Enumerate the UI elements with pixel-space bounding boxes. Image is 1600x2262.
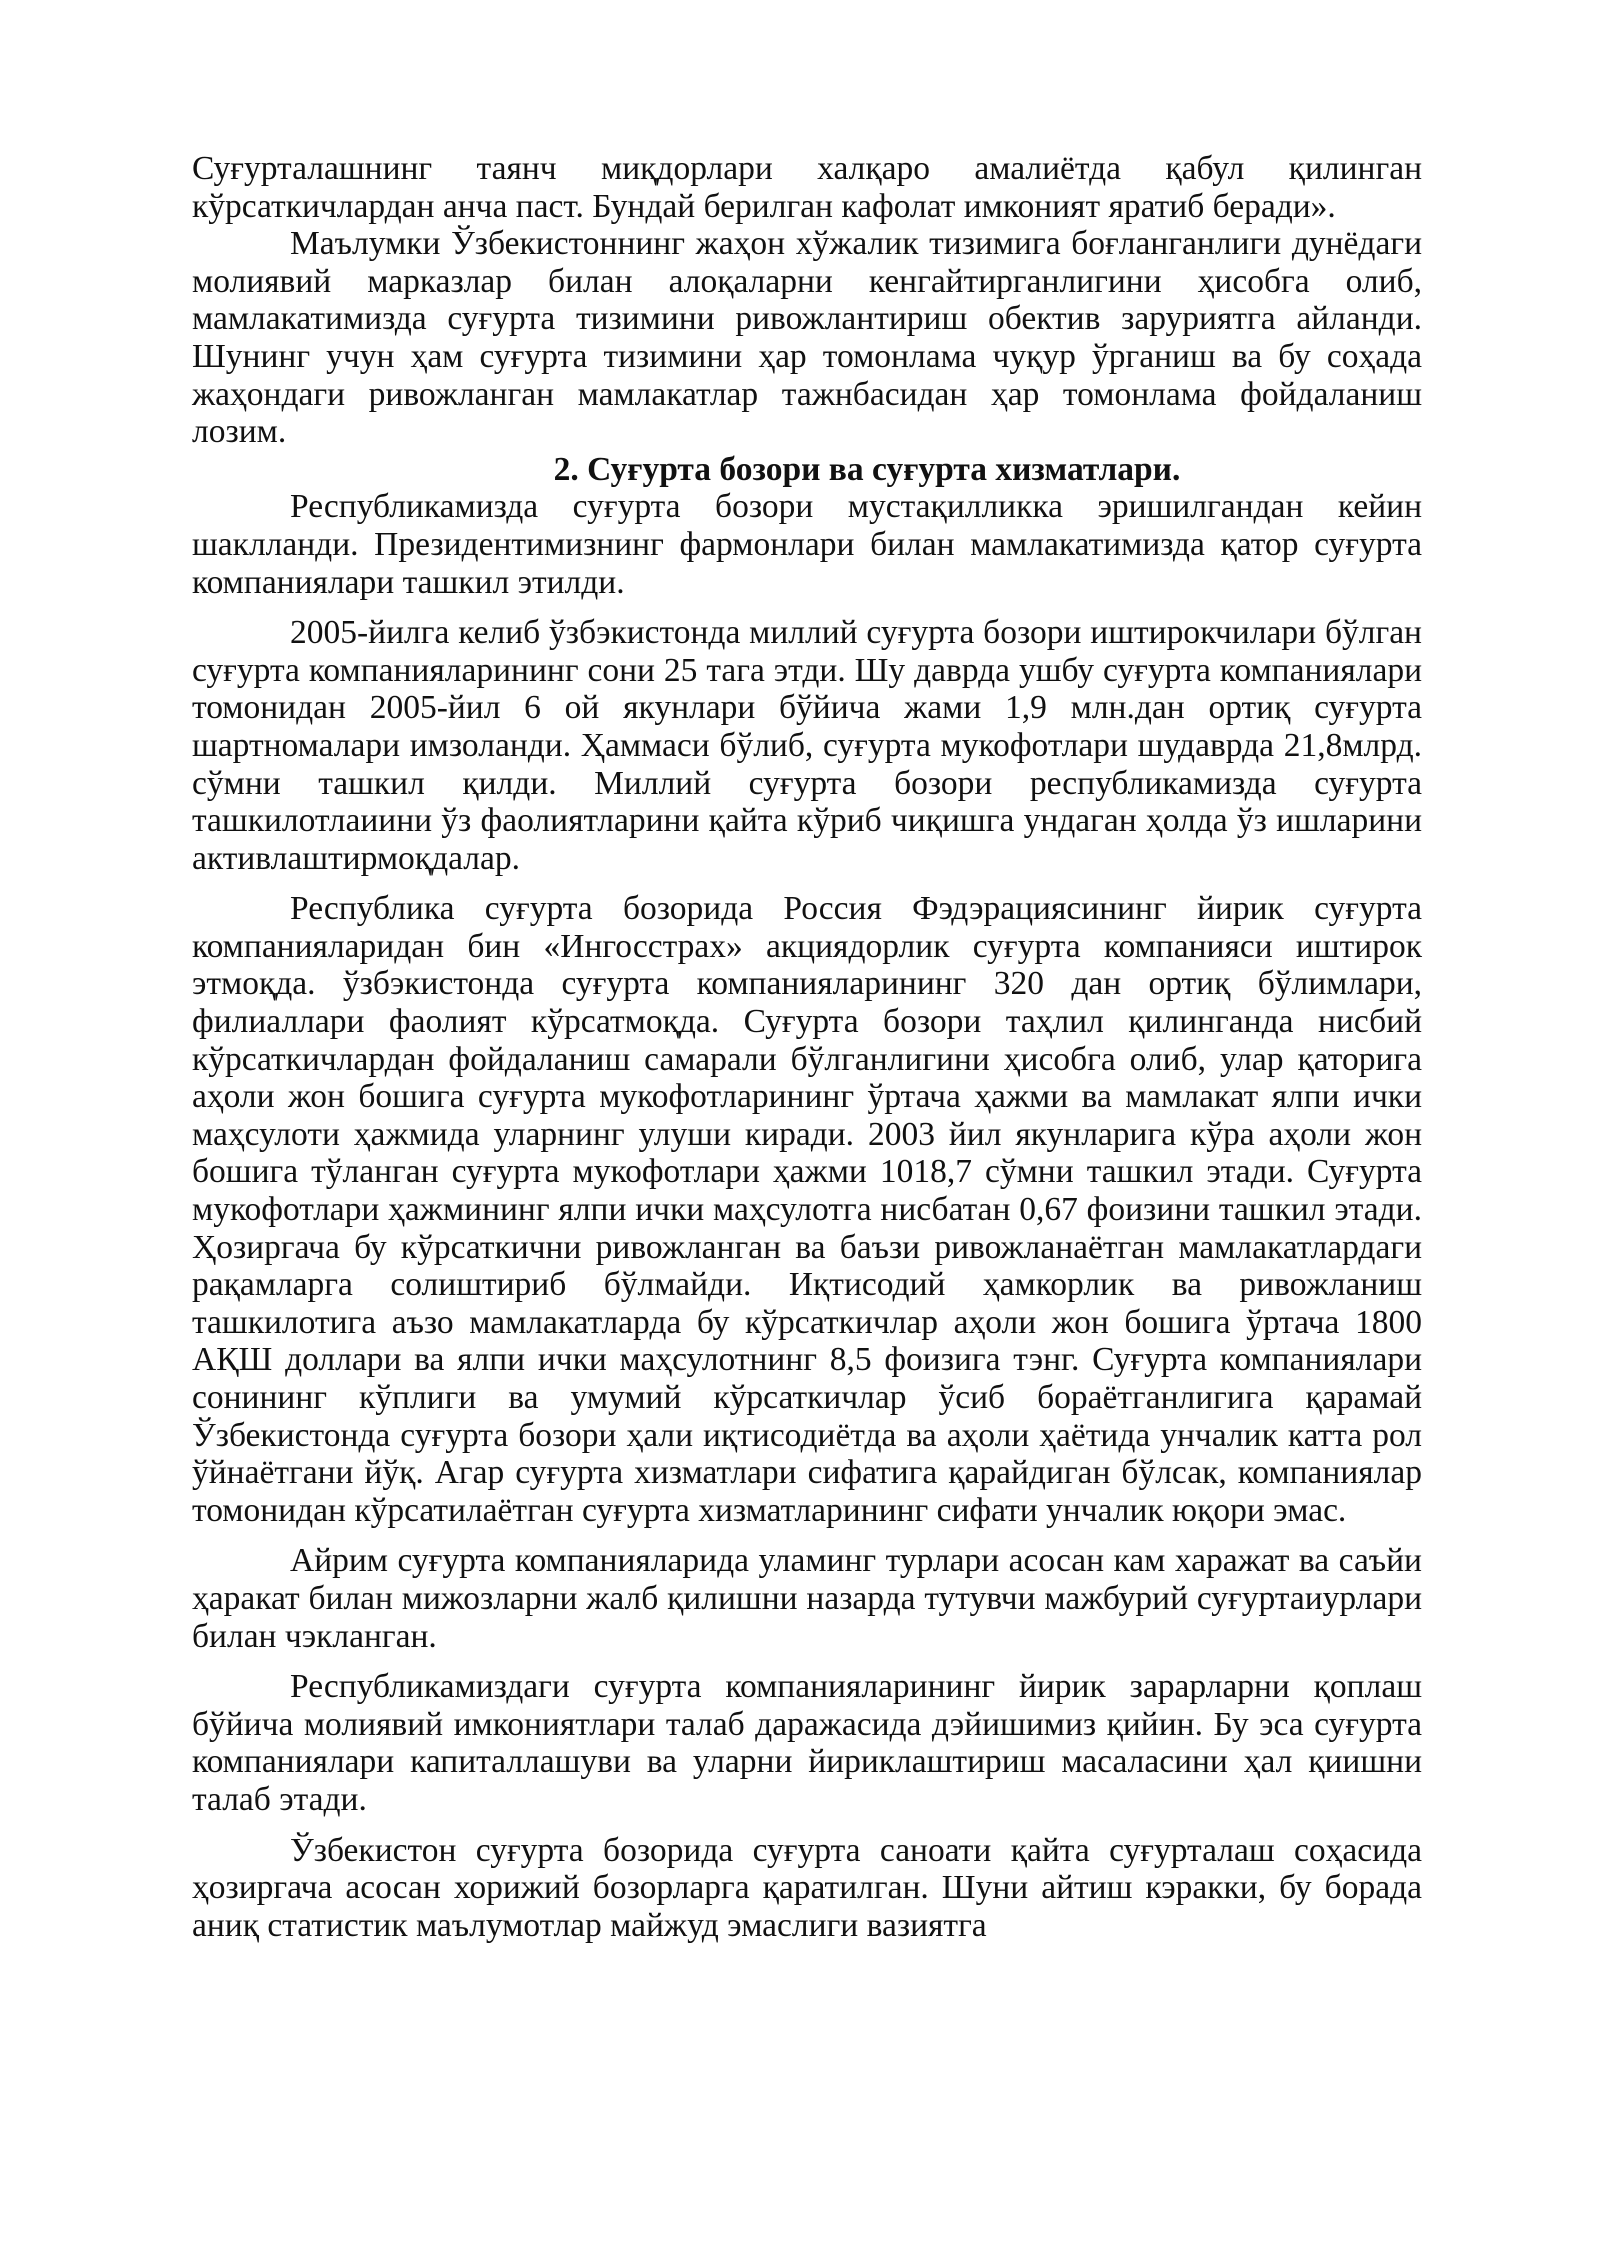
paragraph: Республикамиздаги суғурта компанияларининг йирик зарарларни қоплаш бўйича молиявий имкониятлари талаб даражасида дэйишимиз қийин. Бу эса суғурта компаниялари капиталлашуви ва уларни йириклаштириш масаласини ҳал қиишни талаб этади. <box>192 1668 1422 1818</box>
paragraph: Республикамизда суғурта бозори мустақилликка эришилгандан кейин шаклланди. Президентимизнинг фармонлари билан мамлакатимизда қатор суғурта компаниялари ташкил этилди. <box>192 488 1422 601</box>
paragraph-continuation: Суғурталашнинг таянч миқдорлари халқаро амалиётда қабул қилинган кўрсаткичлардан анча паст. Бундай берилган кафолат имконият яратиб беради». <box>192 150 1422 225</box>
paragraph-intro: Маълумки Ўзбекистоннинг жаҳон хўжалик тизимига боғланганлиги дунёдаги молиявий марказлар билан алоқаларни кенгайтирганлигини ҳисобга олиб, мамлакатимизда суғурта тизимини ривожлантириш обектив заруриятга айланди. Шунинг учун ҳам суғурта тизимини ҳар томонлама чуқур ўрганиш ва бу соҳада жаҳондаги ривожланган мамлакатлар тажнбасидан ҳар томонлама фойдаланиш лозим. <box>192 225 1422 451</box>
section-heading: 2. Суғурта бозори ва суғурта хизматлари. <box>553 450 1181 488</box>
paragraph: Айрим суғурта компанияларида уламинг турлари асосан кам харажат ва саъйи ҳаракат билан мижозларни жалб қилишни назарда тутувчи мажбурий суғуртаиурлари билан чэкланган. <box>192 1542 1422 1655</box>
paragraph: Ўзбекистон суғурта бозорида суғурта саноати қайта суғурталаш соҳасида ҳозиргача асосан хорижий бозорларга қаратилган. Шуни айтиш кэракки, бу борада аниқ статистик маълумотлар майжуд эмаслиги вазиятга <box>192 1831 1422 1944</box>
paragraph: Республика суғурта бозорида Россия Фэдэрациясининг йирик суғурта компанияларидан бин «Ингосстрах» акциядорлик суғурта компанияси иштирок этмоқда. ўзбэкистонда суғурта компанияларининг 320 дан ортиқ бўлимлари, филиаллари фаолият кўрсатмоқда. Суғурта бозори таҳлил қилинганда нисбий кўрсаткичлардан фойдаланиш самарали бўлганлигини ҳисобга олиб, улар қаторига аҳоли жон бошига суғурта мукофотларининг ўртача ҳажми ва мамлакат ялпи ички маҳсулоти ҳажмида уларнинг улуши киради. 2003 йил якунларига кўра аҳоли жон бошига тўланган суғурта мукофотлари ҳажми 1018,7 сўмни ташкил этади. Суғурта мукофотлари ҳажмининг ялпи ички маҳсулотга нисбатан 0,67 фоизини ташкил этади. Ҳозиргача бу кўрсаткични ривожланган ва баъзи ривожланаётган мамлакатлардаги рақамларга солиштириб бўлмайди. Иқтисодий ҳамкорлик ва ривожланиш ташкилотига аъзо мамлакатларда бу кўрсаткичлар аҳоли жон бошига ўртача 1800 АҚШ доллари ва ялпи ички маҳсулотнинг 8,5 фоизига тэнг. Суғурта компаниялари сонининг кўплиги ва умумий кўрсаткичлар ўсиб бораётганлигига қарамай Ўзбекистонда суғурта бозори ҳали иқтисодиётда ва аҳоли ҳаётида унчалик катта рол ўйнаётгани йўқ. Агар суғурта хизматлари сифатига қарайдиган бўлсак, компаниялар томонидан кўрсатилаётган суғурта хизматларининг сифати унчалик юқори эмас. <box>192 890 1422 1529</box>
paragraph: 2005-йилга келиб ўзбэкистонда миллий суғурта бозори иштирокчилари бўлган суғурта компанияларининг сони 25 тага этди. Шу даврда ушбу суғурта компаниялари томонидан 2005-йил 6 ой якунлари бўйича жами 1,9 млн.дан ортиқ суғурта шартномалари имзоланди. Ҳаммаси бўлиб, суғурта мукофотлари шудаврда 21,8млрд. сўмни ташкил қилди. Миллий суғурта бозори республикамизда суғурта ташкилотлаиини ўз фаолиятларини қайта кўриб чиқишга ундаган ҳолда ўз ишларини активлаштирмоқдалар. <box>192 614 1422 877</box>
document-page <box>192 150 1422 1944</box>
